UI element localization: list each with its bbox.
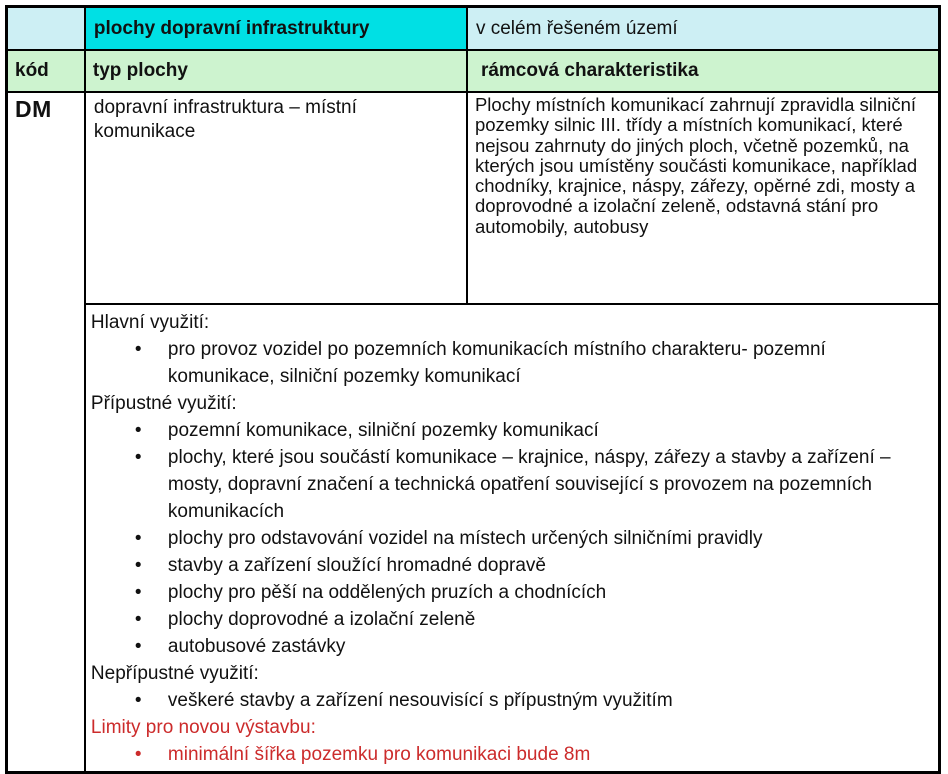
usage-section — [89, 390, 930, 660]
usage-row — [7, 304, 940, 773]
usage-section-label: Hlavní využití: — [90, 312, 210, 333]
column-header-row — [7, 50, 940, 92]
zone-type: dopravní infrastruktura – místní komunikace — [85, 92, 467, 304]
zone-characteristic: Plochy místních komunikací zahrnují zpravidla silniční pozemky silnic III. třídy a místních komunikací, které nejsou zahrnuty do jiných ploch, včetně pozemků, na kterých jsou umístěny součásti komunikace, například chodníky, krajnice, náspy, zářezy, opěrné zdi, mosty a doprovodné a izolační zeleně, odstavná stání pro automobily, autobusy — [467, 92, 940, 304]
usage-bullet-item: • stavby a zařízení sloužící hromadné dopravě — [89, 552, 930, 579]
usage-bullet-item: • plochy pro odstavování vozidel na místech určených silničními pravidly — [89, 525, 930, 552]
usage-section — [89, 660, 930, 714]
usage-bullet-item: • plochy, které jsou součástí komunikace – krajnice, náspy, zářezy a stavby a zařízení – mosty, dopravní značení a technická opatření související s provozem na pozemních komunikacích — [89, 444, 930, 525]
corner-cell — [7, 7, 85, 51]
zone-code: DM — [7, 92, 85, 773]
usage-bullet-list — [89, 417, 930, 660]
usage-section — [89, 309, 930, 390]
usage-bullet-item: • pozemní komunikace, silniční pozemky komunikací — [89, 417, 930, 444]
zone-row — [7, 92, 940, 304]
table-title-row — [7, 7, 940, 51]
usage-bullet-list — [89, 741, 930, 768]
usage-bullet-item: • plochy pro pěší na oddělených pruzích a chodnících — [89, 579, 930, 606]
usage-section-label: Nepřípustné využití: — [90, 663, 259, 684]
usage-section — [89, 714, 930, 768]
usage-section-label: Přípustné využití: — [90, 393, 237, 414]
usage-bullet-item: • autobusové zastávky — [89, 633, 930, 660]
usage-bullet-list — [89, 687, 930, 714]
usage-cell — [85, 304, 940, 773]
usage-bullet-item: • veškeré stavby a zařízení nesouvisící s přípustným využitím — [89, 687, 930, 714]
zone-category-title: plochy dopravní infrastruktury — [85, 7, 467, 51]
usage-section-label: Limity pro novou výstavbu: — [90, 717, 316, 738]
usage-bullet-item: • plochy doprovodné a izolační zeleně — [89, 606, 930, 633]
zone-scope: v celém řešeném území — [467, 7, 940, 51]
usage-bullet-item: • minimální šířka pozemku pro komunikaci bude 8m — [89, 741, 930, 768]
usage-bullet-list — [89, 336, 930, 390]
col-header-characteristic: rámcová charakteristika — [467, 50, 940, 92]
col-header-type: typ plochy — [85, 50, 467, 92]
usage-bullet-item: • pro provoz vozidel po pozemních komunikacích místního charakteru- pozemní komunikace, silniční pozemky komunikací — [89, 336, 930, 390]
col-header-code: kód — [7, 50, 85, 92]
zoning-table — [5, 5, 941, 774]
